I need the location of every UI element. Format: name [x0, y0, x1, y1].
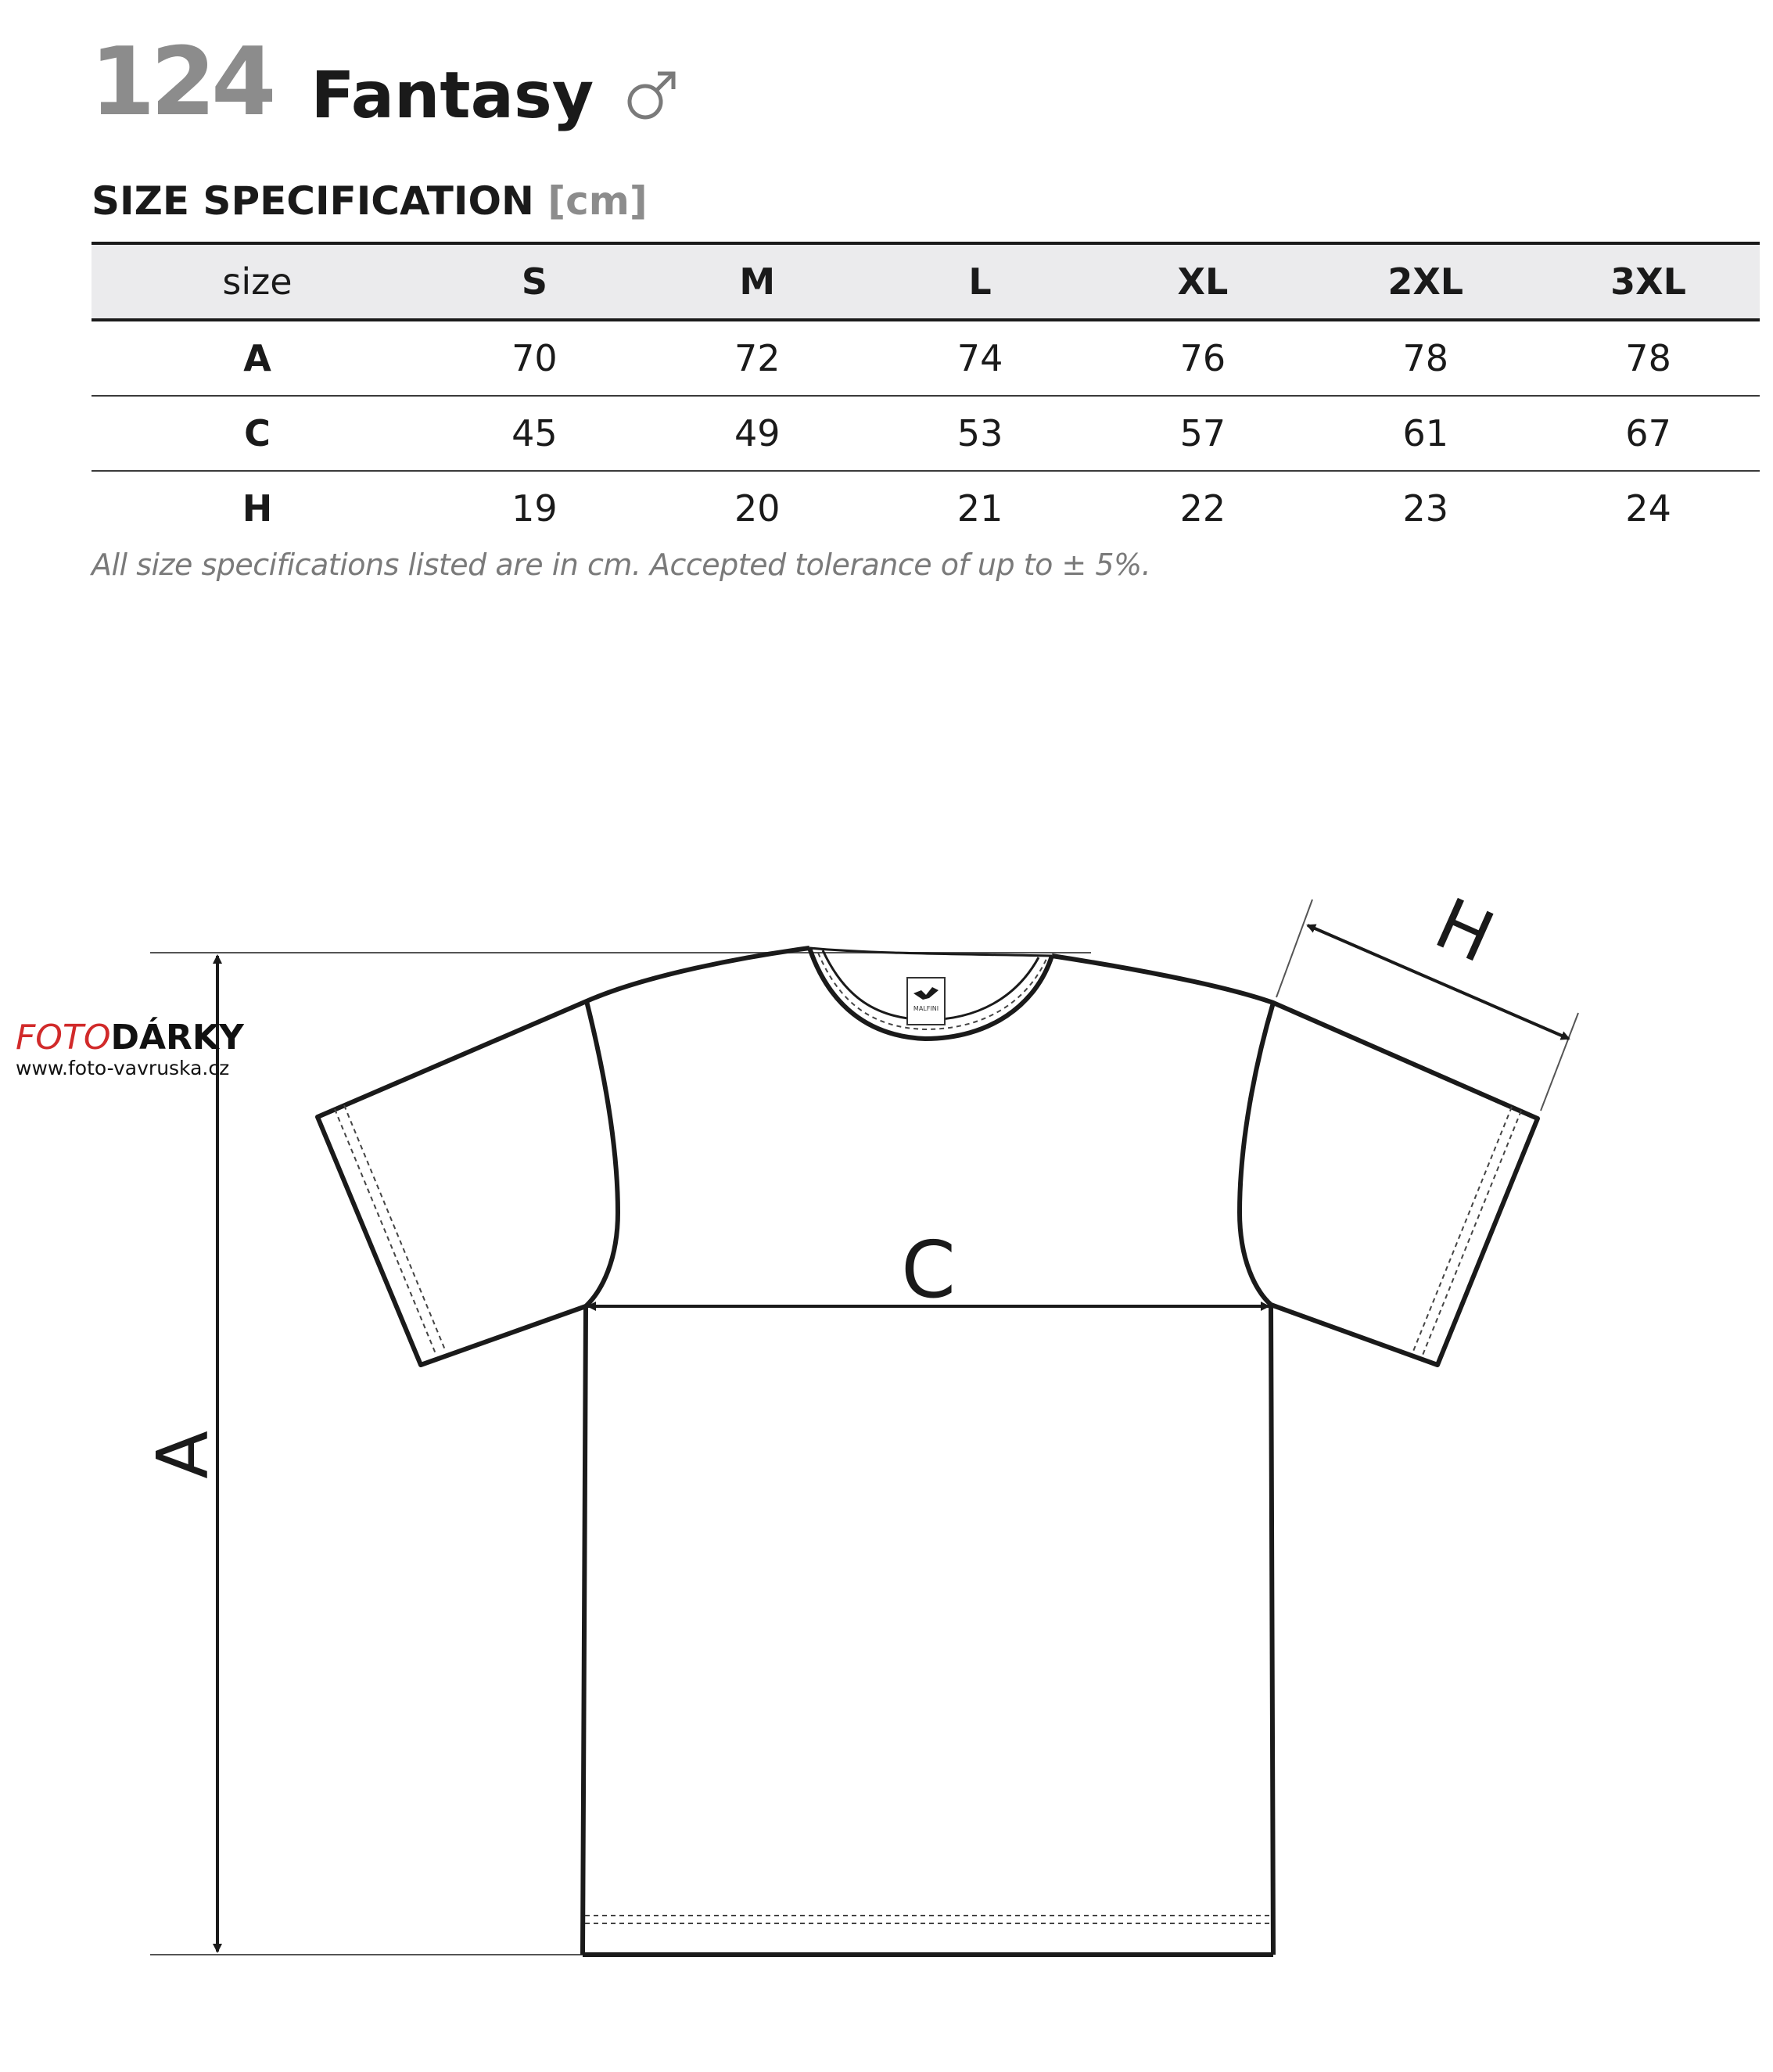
column-header: 3XL	[1537, 243, 1760, 320]
column-header: XL	[1091, 243, 1314, 320]
row-label: A	[92, 320, 423, 396]
table-cell: 20	[734, 487, 781, 530]
size-corner-label: size	[92, 243, 423, 320]
column-header: 2XL	[1314, 243, 1537, 320]
table-cell: 24	[1625, 487, 1671, 530]
dimension-a-label: A	[142, 1431, 224, 1479]
column-header: S	[423, 243, 646, 320]
table-cell: 23	[1402, 487, 1448, 530]
table-cell: 57	[1091, 396, 1314, 471]
table-cell: 67	[1537, 396, 1760, 471]
dimension-h-guide-1	[1276, 900, 1312, 997]
row-label: H	[242, 487, 273, 530]
column-header: L	[869, 243, 1092, 320]
table-cell: 76	[1091, 320, 1314, 396]
table-cell: 45	[423, 396, 646, 471]
tolerance-note: All size specifications listed are in cm. Accepted tolerance of up to ± 5%.	[92, 548, 1151, 582]
column-header: M	[646, 243, 869, 320]
table-cell: 49	[646, 396, 869, 471]
watermark-brand	[16, 1018, 244, 1058]
watermark-url: www.foto-vavruska.cz	[16, 1057, 230, 1079]
table-cell: 72	[646, 320, 869, 396]
table-cell: 61	[1314, 396, 1537, 471]
row-label: C	[92, 396, 423, 471]
watermark-brand-darky: DÁRKY	[110, 1018, 244, 1058]
dimension-h-label: H	[1423, 882, 1506, 979]
tshirt-outline	[318, 948, 1538, 1955]
neck-label	[907, 978, 945, 1025]
table-cell: 53	[869, 396, 1092, 471]
stitching	[335, 953, 1521, 1923]
label-brand: MALFINI	[913, 1005, 939, 1012]
watermark-brand-foto: FOTO	[16, 1018, 111, 1058]
table-cell: 78	[1314, 320, 1537, 396]
table-cell: 70	[423, 320, 646, 396]
table-cell: 21	[956, 487, 1003, 530]
table-cell: 74	[869, 320, 1092, 396]
spec-title-text: SIZE SPECIFICATION	[92, 178, 534, 224]
model-number: 124	[90, 28, 272, 137]
table-cell: 22	[1179, 487, 1226, 530]
model-name: Fantasy	[310, 59, 594, 133]
dimension-c-label: C	[901, 1224, 956, 1316]
spec-unit: [cm]	[547, 178, 648, 224]
table-cell: 19	[511, 487, 558, 530]
watermark	[16, 1018, 244, 1079]
table-cell: 78	[1537, 320, 1760, 396]
